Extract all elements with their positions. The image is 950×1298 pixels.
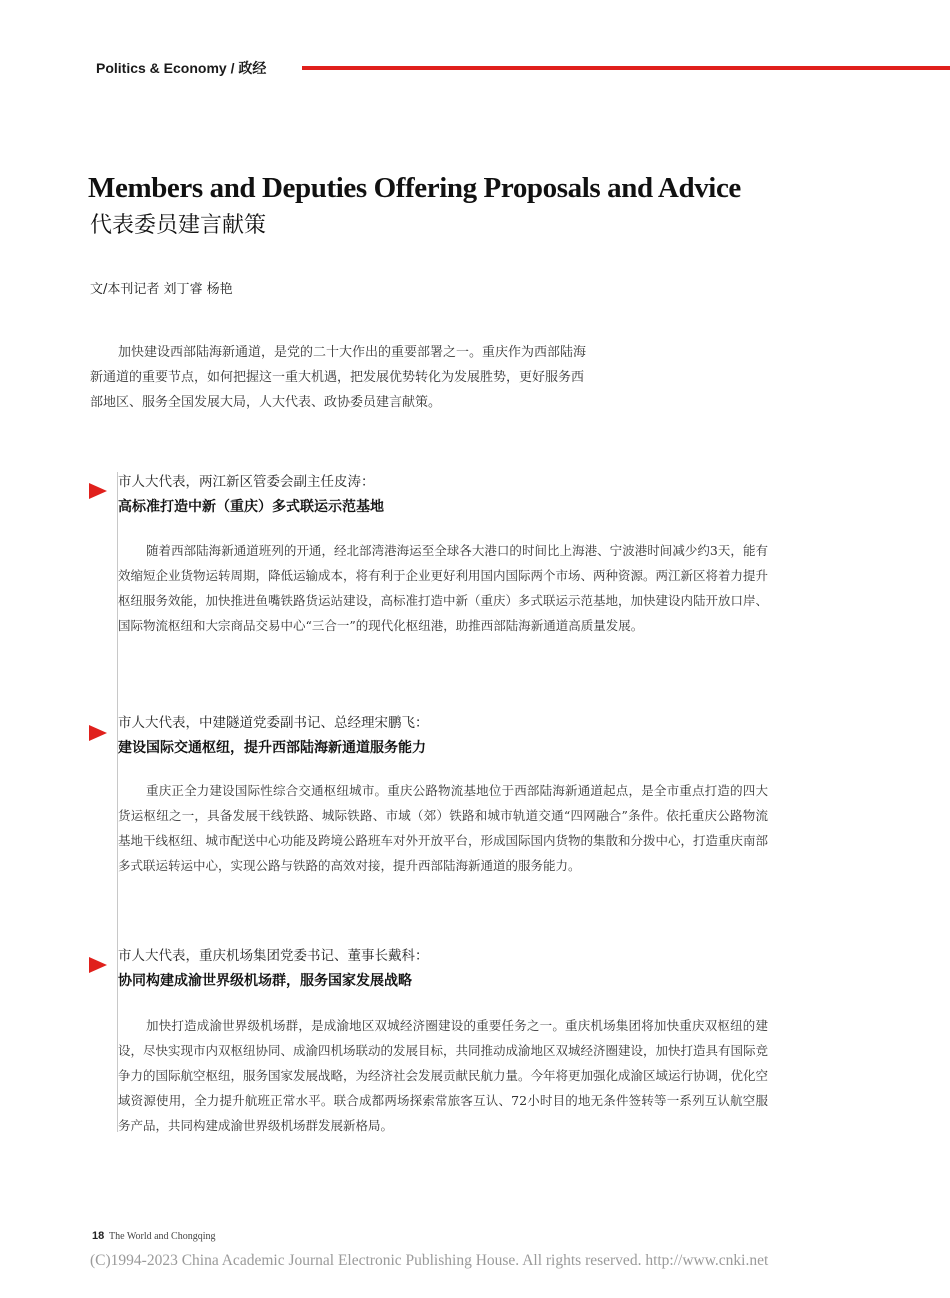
article-title-english: Members and Deputies Offering Proposals and Advice: [88, 172, 741, 204]
byline: 文/本刊记者 刘丁睿 杨艳: [90, 282, 233, 297]
speaker-name: 市人大代表，重庆机场集团党委书记、董事长戴科：: [118, 948, 429, 964]
page-number: 18: [92, 1230, 105, 1242]
copyright-notice: (C)1994-2023 China Academic Journal Electronic Publishing House. All rights reserved. http://www.cnki.net: [90, 1252, 769, 1269]
speaker-topic: 协同构建成渝世界级机场群，服务国家发展战略: [118, 973, 412, 989]
speaker-topic: 高标准打造中新（重庆）多式联运示范基地: [118, 499, 384, 515]
section-label: Politics & Economy / 政经: [96, 60, 267, 76]
speaker-name: 市人大代表，中建隧道党委副书记、总经理宋鹏飞：: [118, 715, 429, 731]
header-rule: [302, 66, 950, 70]
red-arrow-icon: [89, 483, 107, 499]
red-arrow-icon: [89, 725, 107, 741]
article-title-chinese: 代表委员建言献策: [90, 213, 267, 238]
journal-name: The World and Chongqing: [109, 1231, 216, 1242]
intro-paragraph: 加快建设西部陆海新通道，是党的二十大作出的重要部署之一。重庆作为西部陆海新通道的重要节点，如何把握这一重大机遇，把发展优势转化为发展胜势，更好服务西部地区、服务全国发展大局，人大代表、政协委员建言献策。: [90, 345, 587, 410]
section-body: 随着西部陆海新通道班列的开通，经北部湾港海运至全球各大港口的时间比上海港、宁波港时间减少约3天，能有效缩短企业货物运转周期，降低运输成本，将有利于企业更好利用国内国际两个市场、两种资源。两江新区将着力提升枢纽服务效能，加快推进鱼嘴铁路货运站建设，高标准打造中新（重庆）多式联运示范基地，加快建设内陆开放口岸、国际物流枢纽和大宗商品交易中心“三合一”的现代化枢纽港，助推西部陆海新通道高质量发展。: [118, 543, 769, 633]
speaker-name: 市人大代表，两江新区管委会副主任皮涛：: [118, 474, 375, 490]
section-body: 重庆正全力建设国际性综合交通枢纽城市。重庆公路物流基地位于西部陆海新通道起点，是全市重点打造的四大货运枢纽之一，具备发展干线铁路、城际铁路、市域（郊）铁路和城市轨道交通“四网融合”条件。依托重庆公路物流基地干线枢纽、城市配送中心功能及跨境公路班车对外开放平台，形成国际国内货物的集散和分拨中心，打造重庆南部多式联运转运中心，实现公路与铁路的高效对接，提升西部陆海新通道的服务能力。: [118, 783, 769, 873]
red-arrow-icon: [89, 957, 107, 973]
section-body: 加快打造成渝世界级机场群，是成渝地区双城经济圈建设的重要任务之一。重庆机场集团将加快重庆双枢纽的建设，尽快实现市内双枢纽协同、成渝四机场联动的发展目标，共同推动成渝地区双城经济圈建设，加快打造具有国际竞争力的国际航空枢纽，服务国家发展战略，为经济社会发展贡献民航力量。今年将更加强化成渝区域运行协调，优化空域资源使用，全力提升航班正常水平。联合成都两场探索常旅客互认、72小时目的地无条件签转等一系列互认航空服务产品，共同构建成渝世界级机场群发展新格局。: [118, 1018, 769, 1133]
speaker-topic: 建设国际交通枢纽，提升西部陆海新通道服务能力: [118, 740, 426, 756]
